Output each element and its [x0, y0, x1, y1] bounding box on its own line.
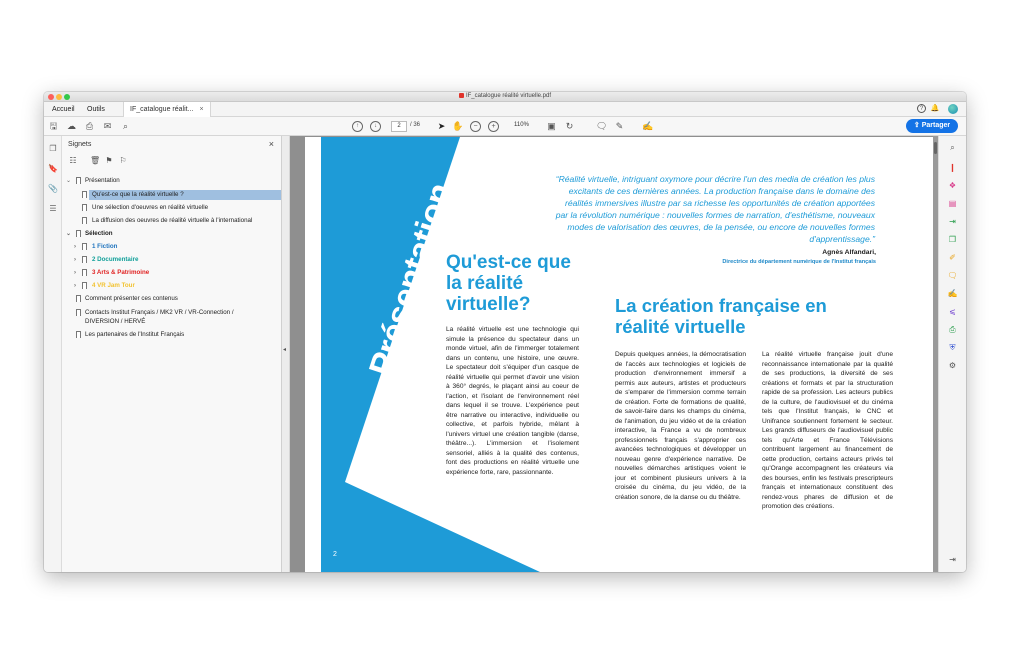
chevron-down-icon[interactable]: ⌄ [66, 178, 72, 184]
bookmarks-panel [62, 136, 282, 572]
collapse-arrow-icon[interactable]: ◂ [283, 347, 287, 353]
window-title [44, 93, 966, 99]
share-icon: ⇪ [913, 122, 922, 129]
bookmark-label: Contacts Institut Français / MK2 VR / VR-Connection / [85, 309, 234, 316]
page-thumbnails-icon[interactable]: ❐ [49, 144, 57, 153]
print-icon[interactable]: ⎙ [85, 121, 94, 131]
comment-tool-icon[interactable]: 🗨 [947, 271, 958, 280]
tab-close-icon[interactable]: × [199, 106, 204, 113]
bookmark-label: 1 Fiction [92, 243, 118, 250]
pdf-file-icon [459, 93, 464, 98]
scroll-thumb[interactable] [934, 142, 937, 154]
zoom-search-icon[interactable]: ⌕ [950, 143, 955, 152]
quote-text: “Réalité virtuelle, intriguant oxymore pour décrire l'un des media de création les plus excitants de ces dernières années. La production française dans le domaine des réalités immersives illustre par sa richesse les opportunités de création apportées par la révolution numérique : nouvelles formes de narration, d'esthétisme, nouveaux modes de valorisation des œuvres, de la pensée, ou encore de nouvelles formes d'apprentissage.” [555, 174, 875, 244]
export-pdf-icon[interactable]: ⇥ [949, 217, 956, 226]
document-viewport [290, 136, 938, 572]
chevron-right-icon[interactable]: › [74, 257, 76, 263]
bookmark-icon [76, 295, 81, 302]
bookmark-label: 4 VR Jam Tour [92, 282, 135, 289]
combine-files-icon[interactable]: ❖ [948, 181, 957, 190]
highlight-pen-icon[interactable]: ✎ [615, 121, 624, 131]
comment-icon[interactable]: 🗨 [596, 121, 608, 131]
edit-pdf-icon[interactable]: ❒ [948, 235, 957, 244]
hand-tool-icon[interactable]: ✋ [452, 121, 464, 131]
acrobat-window [44, 92, 966, 572]
main-toolbar [44, 117, 966, 136]
share-label: Partager [921, 122, 951, 129]
sign-icon[interactable]: ✍ [642, 121, 654, 131]
find-bookmark-icon[interactable]: ⚐ [119, 156, 127, 165]
fit-page-icon[interactable]: ▣ [547, 121, 556, 131]
next-page-icon[interactable]: ↓ [370, 121, 381, 132]
upload-cloud-icon[interactable]: ☁ [67, 121, 76, 131]
bookmark-label: Présentation [85, 177, 120, 184]
help-icon[interactable]: ? [917, 104, 926, 113]
right-tools-rail [938, 136, 966, 572]
bookmark-icon [76, 331, 81, 338]
bookmark-label: 2 Documentaire [92, 256, 139, 263]
bookmark-label: La diffusion des oeuvres de réalité virtuelle à l'international [92, 217, 253, 224]
create-pdf-icon[interactable]: ❙ [949, 163, 956, 172]
zoom-in-icon[interactable]: + [488, 121, 499, 132]
organize-pages-icon[interactable]: ▤ [948, 199, 957, 208]
email-icon[interactable]: ✉ [103, 121, 112, 131]
panel-title: Signets [68, 141, 92, 148]
avatar[interactable] [948, 104, 958, 114]
tab-tools[interactable]: Outils [87, 106, 105, 113]
bookmark-icon [82, 269, 87, 276]
page-number: 2 [333, 551, 337, 558]
bookmark-icon [76, 177, 81, 184]
heading-what-is-vr: Qu'est-ce que la réalité virtuelle? [446, 252, 571, 315]
tab-home[interactable]: Accueil [52, 106, 75, 113]
options-menu-icon[interactable]: ☷ [69, 156, 77, 165]
bookmark-icon [76, 230, 81, 237]
bookmark-label: Une sélection d'oeuvres en réalité virtuelle [92, 204, 209, 211]
chevron-down-icon[interactable]: ⌄ [66, 231, 72, 237]
fill-sign-icon[interactable]: ✐ [949, 253, 956, 262]
bookmark-icon [82, 256, 87, 263]
bookmarks-icon[interactable]: 🔖 [48, 164, 58, 173]
search-icon[interactable]: ⌕ [122, 121, 129, 131]
bookmark-label: DIVERSION / HERVÉ [85, 318, 146, 325]
page-number-input[interactable]: 2 [391, 121, 407, 132]
print-production-icon[interactable]: ⎙ [949, 325, 956, 334]
page-total: / 36 [410, 122, 421, 128]
layers-tree-icon[interactable]: ☰ [49, 204, 57, 213]
scan-icon[interactable]: ⩽ [949, 307, 956, 316]
select-cursor-icon[interactable]: ➤ [437, 121, 446, 131]
bookmark-label: Comment présenter ces contenus [85, 295, 178, 302]
heading-french-creation: La création française en réalité virtuelle [615, 295, 827, 337]
bookmark-label: Qu'est-ce que la réalité virtuelle ? [89, 190, 281, 200]
tab-document[interactable] [123, 102, 211, 117]
body-french-creation-col1: Depuis quelques années, la démocratisation de l'accès aux technologies et logiciels de production d'environnement immersif a permis aux auteurs, artistes et producteurs de s'emparer de l'immersion comme terrain de création. Forte de formations de qualité, de savoir-faire dans les champs du cinéma, de l'animation, du jeu vidéo et de la création interactive, la France a vu de nombreux professionnels français s'approprier ces avancées technologiques et développer un nouveau genre d'expérience narrative. De nouvelles démarches artistiques voient le jour et combinent plusieurs univers à la croisée du cinéma, du jeu vidéo, de la création sonore, de la danse ou du théâtre. [615, 351, 746, 501]
quote-author: Agnès Alfandari, [822, 249, 876, 256]
tab-bar [44, 102, 966, 117]
zoom-level-select[interactable]: 110% [514, 122, 529, 128]
vertical-title: Présentation [362, 178, 460, 381]
save-icon[interactable]: 🖫 [49, 121, 58, 131]
bookmark-icon [82, 204, 87, 211]
bookmark-icon [76, 309, 81, 316]
chevron-right-icon[interactable]: › [74, 270, 76, 276]
panel-close-icon[interactable]: × [268, 139, 274, 149]
zoom-out-icon[interactable]: − [470, 121, 481, 132]
body-what-is-vr: La réalité virtuelle est une technologie qui simule la présence du spectateur dans un monde virtuel, afin de l'immerger totalement dans un contenu, une histoire, une œuvre. Le spectateur doit s'équiper d'un casque de réalité virtuelle qui permet d'avoir une vision à 360° degrés, le plaçant ainsi au coeur de l'action, et l'isolant de l'environnement réel dans lequel il se trouve. L'expérience peut être narrative ou interactive, individuelle ou collective, et parfois hybride, mêlant à l'univers virtuel une création tangible (danse, théâtre...). L'immersion et l'isolement sensoriel, alliés à la qualité des contenus, font des productions en réalité virtuelle une expérience forte, rare, passionnante. [446, 326, 579, 476]
bookmark-label: Les partenaires de l'Institut Français [85, 331, 185, 338]
new-bookmark-icon[interactable]: ⚑ [105, 156, 113, 165]
chevron-right-icon[interactable]: › [74, 283, 76, 289]
bookmark-icon [82, 217, 87, 224]
left-rail [44, 136, 62, 572]
quote-author-role: Directrice du département numérique de l'Institut français [722, 259, 876, 265]
rotate-icon[interactable]: ↻ [565, 121, 574, 131]
tab-document-label: IF_catalogue réalit... [130, 106, 194, 113]
chevron-right-icon[interactable]: › [74, 244, 76, 250]
send-for-signature-icon[interactable]: ✍ [947, 289, 958, 298]
panel-splitter[interactable] [282, 136, 290, 572]
protect-icon[interactable]: ⛨ [949, 343, 956, 352]
pdf-page [305, 137, 938, 572]
collapse-tools-icon[interactable]: ⇥ [949, 555, 956, 564]
bookmark-label: 3 Arts & Patrimoine [92, 269, 150, 276]
delete-icon[interactable]: 🗑 [90, 156, 101, 165]
window-title-text: IF_catalogue réalité virtuelle.pdf [465, 93, 552, 100]
title-bar [44, 92, 966, 102]
prev-page-icon[interactable]: ↑ [352, 121, 363, 132]
attachments-icon[interactable]: 📎 [48, 184, 58, 193]
bookmark-label: Sélection [85, 230, 113, 237]
more-tools-icon[interactable]: ⚙ [948, 361, 957, 370]
bookmark-icon [82, 191, 87, 198]
share-button[interactable] [906, 119, 958, 133]
bookmark-icon [82, 282, 87, 289]
bookmark-icon [82, 243, 87, 250]
bell-icon[interactable]: 🔔 [930, 105, 940, 112]
body-french-creation-col2: La réalité virtuelle française jouit d'une reconnaissance internationale par la qualité de ses productions, la diversité de ses créations et formats et par la structuration rapide de sa profession. Les acteurs publics de la culture, de l'audiovisuel et du cinéma tels que l'Institut français, le CNC et Unifrance soutiennent fortement le secteur. Les grands diffuseurs de l'audiovisuel public tels qu'Arte et France Télévisions contribuent largement au financement de cette production, certains acteurs privés tel qu'Orange accompagnent les créateurs via des bourses, enfin les festivals prescripteurs français et internationaux constituent des rendez-vous phares de diffusion et de promotion des créations. [762, 351, 893, 510]
